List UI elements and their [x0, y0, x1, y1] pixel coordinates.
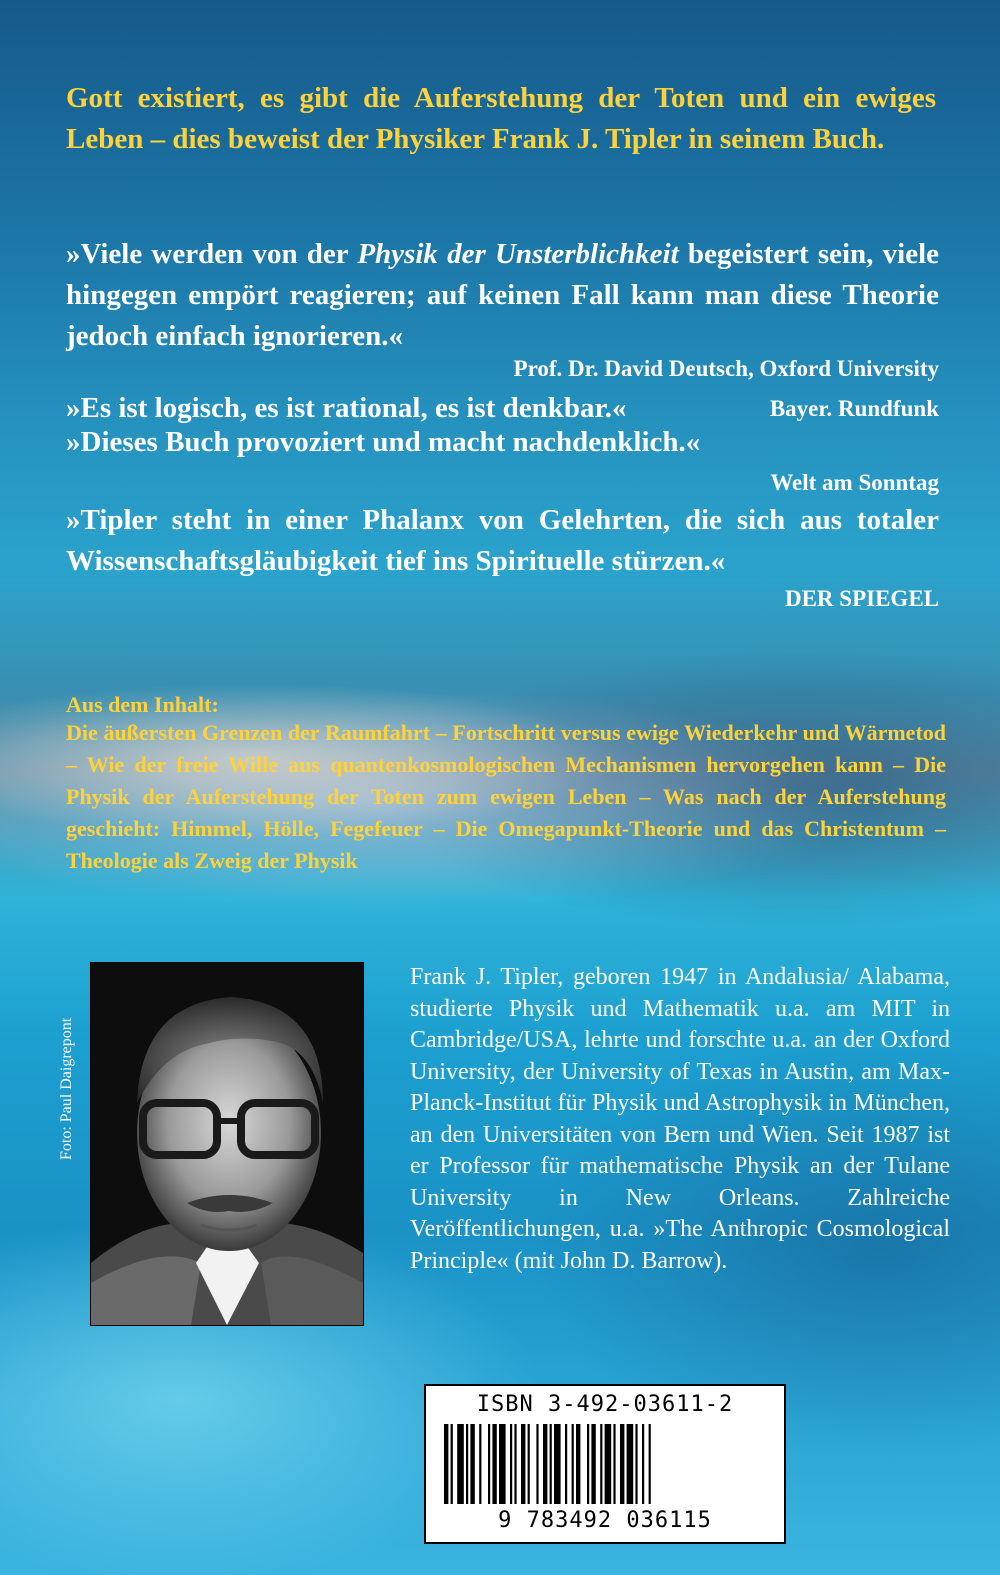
barcode-bar: [528, 1424, 530, 1504]
quote-spiegel-source: DER SPIEGEL: [784, 586, 939, 611]
barcode-bar: [499, 1424, 506, 1504]
barcode-bar: [635, 1424, 637, 1504]
quote-spiegel: »Tipler steht in einer Phalanx von Gelehrten, die sich aus totaler Wissenschaftsgläubigkeit tief ins Spirituelle stürzen.«: [66, 504, 939, 577]
intro-blurb: Gott existiert, es gibt die Auferstehung der Toten und ein ewiges Leben – dies beweist der Physiker Frank J. Tipler in seinem Buch.: [66, 82, 936, 155]
barcode-bar: [514, 1424, 516, 1504]
barcode-bar: [479, 1424, 481, 1504]
isbn-barcode-box: [424, 1384, 786, 1544]
barcode-bar: [587, 1424, 589, 1504]
quote-welt-source: Welt am Sonntag: [770, 470, 939, 495]
barcode-bar: [550, 1424, 552, 1504]
barcode-bar: [554, 1424, 561, 1504]
barcode-bar: [620, 1424, 624, 1504]
barcode-bar: [536, 1424, 538, 1504]
barcode-bar: [576, 1424, 580, 1504]
barcode-bar: [444, 1424, 448, 1504]
barcode-bar: [543, 1424, 547, 1504]
author-photo: [90, 962, 364, 1326]
quote-bayer: »Es ist logisch, es ist rational, es ist denkbar.«: [66, 392, 627, 424]
barcode-bar: [627, 1424, 634, 1504]
barcode-bar: [466, 1424, 468, 1504]
barcode-bar: [613, 1424, 615, 1504]
contents-heading: Aus dem Inhalt:: [66, 692, 219, 717]
barcode-bar: [521, 1424, 525, 1504]
quote-deutsch-source: Prof. Dr. David Deutsch, Oxford University: [513, 356, 939, 381]
barcode: [440, 1424, 770, 1508]
barcode-bar: [457, 1424, 464, 1504]
quote-deutsch-after: begeistert sein, viele hingegen empört reagieren; auf keinen Fall kann man diese Theorie jedoch einfach ignorieren.«: [66, 238, 939, 352]
barcode-bar: [488, 1424, 490, 1504]
barcode-bar: [600, 1424, 602, 1504]
barcode-bar: [510, 1424, 512, 1504]
barcode-bar: [591, 1424, 595, 1504]
author-bio: Frank J. Tipler, geboren 1947 in Andalusia/ Alabama, studierte Physik und Mathematik u.a. am MIT in Cambridge/USA, lehrte und forschte u.a. an der Oxford University, der University of Texas in Austin, am Max-Planck-Institut für Physik und Astrophysik in München, an den Universitäten von Bern und Wien. Seit 1987 ist er Professor für mathematische Physik an der Tulane University in New Orleans. Zahlreiche Veröffentlichungen, u.a. »The Anthropic Cosmological Principle« (mit John D. Barrow).: [410, 964, 950, 1274]
quote-bayer-source: Bayer. Rundfunk: [769, 396, 939, 421]
barcode-bar: [451, 1424, 453, 1504]
barcode-bar: [492, 1424, 496, 1504]
barcode-bar: [470, 1424, 474, 1504]
barcode-bar: [565, 1424, 567, 1504]
barcode-bar: [605, 1424, 612, 1504]
ean-digits: 9 783492 036115: [498, 1508, 712, 1533]
isbn-number: ISBN 3-492-03611-2: [476, 1392, 734, 1417]
barcode-bar: [572, 1424, 574, 1504]
barcode-bar: [649, 1424, 651, 1504]
barcode-bar: [642, 1424, 644, 1504]
author-portrait-image: [91, 963, 363, 1325]
book-title-italic: Physik der Unsterblichkeit: [357, 238, 679, 270]
quote-deutsch: [66, 234, 939, 357]
photo-credit: Foto: Paul Daigrepont: [58, 1017, 75, 1160]
contents-list: Die äußersten Grenzen der Raumfahrt – Fortschritt versus ewige Wiederkehr und Wärmetod – Wie der freie Wille aus quantenkosmologischen Mechanismen hervorgehen kann – Die Physik der Auferstehung der Toten zum ewigen Leben – Was nach der Auferstehung geschieht: Himmel, Hölle, Fegefeuer – Die Omegapunkt-Theorie und das Christentum – Theologie als Zweig der Physik: [66, 720, 946, 873]
quote-welt: »Dieses Buch provoziert und macht nachdenklich.«: [66, 426, 701, 458]
quote-deutsch-before: »Viele werden von der: [66, 238, 358, 270]
